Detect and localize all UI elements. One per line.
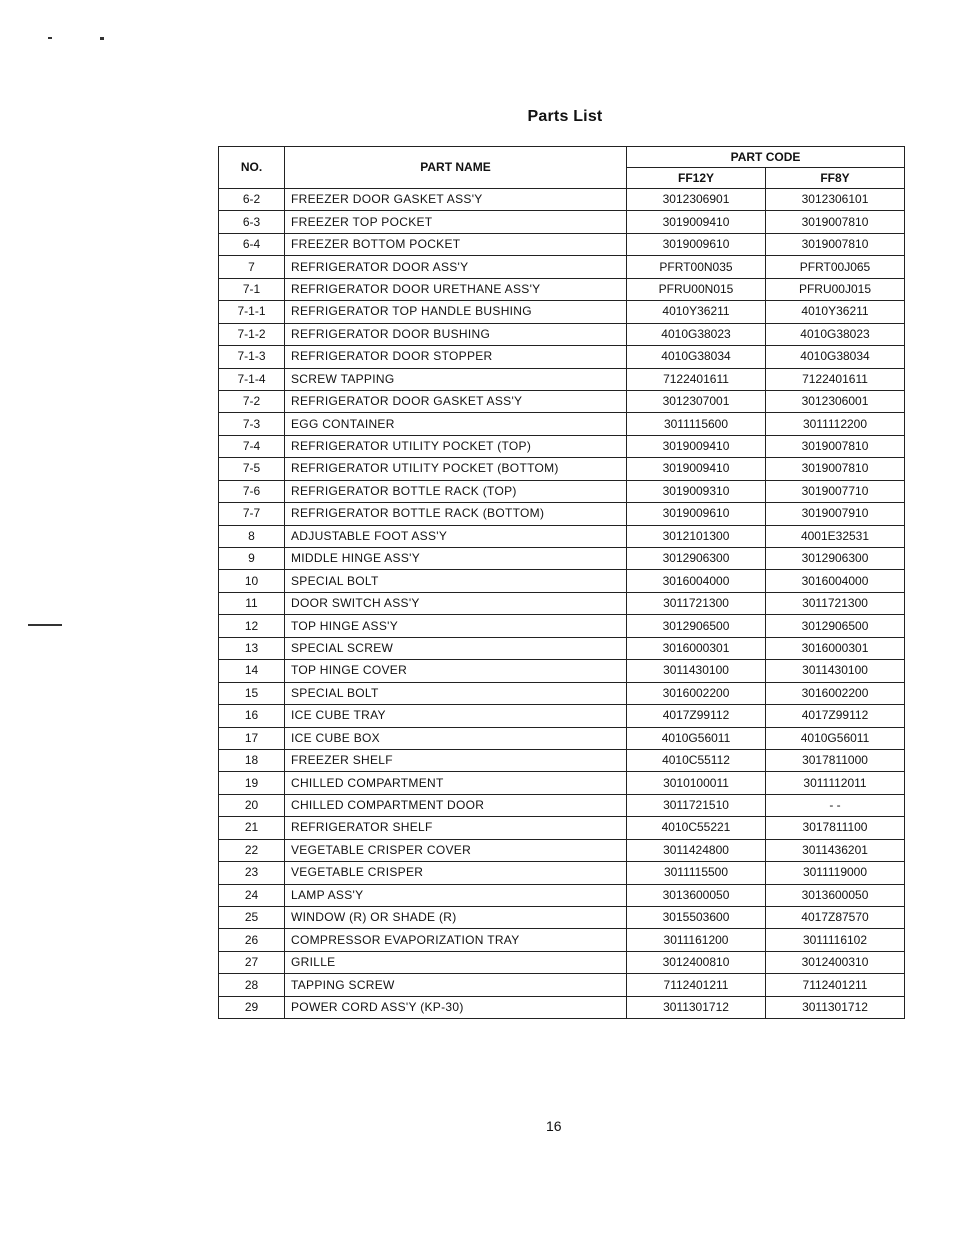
part-number-cell: 18 bbox=[219, 749, 285, 771]
part-name-cell: CHILLED COMPARTMENT DOOR bbox=[285, 794, 627, 816]
part-number-cell: 16 bbox=[219, 705, 285, 727]
part-number-cell: 17 bbox=[219, 727, 285, 749]
part-name-cell: REFRIGERATOR DOOR STOPPER bbox=[285, 346, 627, 368]
part-name-cell: TOP HINGE ASS'Y bbox=[285, 615, 627, 637]
part-number-cell: 7-5 bbox=[219, 458, 285, 480]
table-row bbox=[219, 794, 905, 816]
part-code-ff8y-cell: 3017811000 bbox=[766, 749, 905, 771]
part-number-cell: 12 bbox=[219, 615, 285, 637]
part-name-cell: REFRIGERATOR DOOR ASS'Y bbox=[285, 256, 627, 278]
part-name-cell: REFRIGERATOR DOOR GASKET ASS'Y bbox=[285, 390, 627, 412]
part-code-ff12y-cell: 3012400810 bbox=[627, 951, 766, 973]
part-number-cell: 7-1-4 bbox=[219, 368, 285, 390]
part-name-cell: REFRIGERATOR UTILITY POCKET (TOP) bbox=[285, 435, 627, 457]
part-code-ff12y-cell: 3012306901 bbox=[627, 189, 766, 211]
part-code-ff12y-cell: 3011430100 bbox=[627, 660, 766, 682]
part-name-cell: SPECIAL BOLT bbox=[285, 570, 627, 592]
part-name-cell: TAPPING SCREW bbox=[285, 974, 627, 996]
table-row bbox=[219, 772, 905, 794]
part-number-cell: 23 bbox=[219, 862, 285, 884]
part-code-ff8y-cell: 4010G56011 bbox=[766, 727, 905, 749]
table-row bbox=[219, 929, 905, 951]
table-row bbox=[219, 705, 905, 727]
part-number-cell: 7-7 bbox=[219, 503, 285, 525]
table-row bbox=[219, 615, 905, 637]
table-row bbox=[219, 413, 905, 435]
part-code-ff12y-cell: 4010G56011 bbox=[627, 727, 766, 749]
scan-speck bbox=[48, 37, 52, 39]
part-code-ff8y-cell: 3011301712 bbox=[766, 996, 905, 1018]
part-name-cell: SPECIAL SCREW bbox=[285, 637, 627, 659]
part-number-cell: 26 bbox=[219, 929, 285, 951]
table-row bbox=[219, 346, 905, 368]
table-row bbox=[219, 480, 905, 502]
part-name-cell: DOOR SWITCH ASS'Y bbox=[285, 592, 627, 614]
table-row bbox=[219, 839, 905, 861]
table-row bbox=[219, 951, 905, 973]
part-code-ff8y-cell: 3017811100 bbox=[766, 817, 905, 839]
part-code-ff12y-cell: PFRT00N035 bbox=[627, 256, 766, 278]
part-code-ff8y-cell: 4010G38023 bbox=[766, 323, 905, 345]
part-code-ff8y-cell: 7112401211 bbox=[766, 974, 905, 996]
part-name-cell: FREEZER DOOR GASKET ASS'Y bbox=[285, 189, 627, 211]
header-model-ff12y: FF12Y bbox=[627, 168, 766, 189]
part-code-ff12y-cell: 3012906300 bbox=[627, 548, 766, 570]
part-code-ff8y-cell: 3019007810 bbox=[766, 233, 905, 255]
part-code-ff12y-cell: 3016004000 bbox=[627, 570, 766, 592]
table-row bbox=[219, 458, 905, 480]
page-title: Parts List bbox=[527, 108, 603, 125]
scan-speck bbox=[100, 37, 104, 40]
table-row bbox=[219, 727, 905, 749]
part-name-cell: POWER CORD ASS'Y (KP-30) bbox=[285, 996, 627, 1018]
part-name-cell: GRILLE bbox=[285, 951, 627, 973]
part-name-cell: WINDOW (R) OR SHADE (R) bbox=[285, 907, 627, 929]
part-code-ff8y-cell: 3019007810 bbox=[766, 458, 905, 480]
table-row bbox=[219, 974, 905, 996]
part-number-cell: 22 bbox=[219, 839, 285, 861]
part-code-ff8y-cell: 3011436201 bbox=[766, 839, 905, 861]
table-row bbox=[219, 435, 905, 457]
table-row bbox=[219, 637, 905, 659]
part-number-cell: 6-4 bbox=[219, 233, 285, 255]
part-name-cell: REFRIGERATOR BOTTLE RACK (BOTTOM) bbox=[285, 503, 627, 525]
part-code-ff8y-cell: 3012306101 bbox=[766, 189, 905, 211]
part-number-cell: 7 bbox=[219, 256, 285, 278]
part-number-cell: 19 bbox=[219, 772, 285, 794]
part-code-ff8y-cell: 3019007810 bbox=[766, 435, 905, 457]
part-name-cell: MIDDLE HINGE ASS'Y bbox=[285, 548, 627, 570]
part-code-ff8y-cell: 4001E32531 bbox=[766, 525, 905, 547]
part-code-ff8y-cell: 3019007810 bbox=[766, 211, 905, 233]
part-code-ff12y-cell: 4010C55221 bbox=[627, 817, 766, 839]
part-name-cell: SPECIAL BOLT bbox=[285, 682, 627, 704]
part-code-ff12y-cell: 3011721510 bbox=[627, 794, 766, 816]
part-number-cell: 7-6 bbox=[219, 480, 285, 502]
part-code-ff8y-cell: 3019007910 bbox=[766, 503, 905, 525]
table-row bbox=[219, 503, 905, 525]
part-name-cell: REFRIGERATOR DOOR URETHANE ASS'Y bbox=[285, 278, 627, 300]
table-row bbox=[219, 256, 905, 278]
part-name-cell: LAMP ASS'Y bbox=[285, 884, 627, 906]
part-code-ff8y-cell: 3011112200 bbox=[766, 413, 905, 435]
part-number-cell: 6-2 bbox=[219, 189, 285, 211]
part-name-cell: ICE CUBE TRAY bbox=[285, 705, 627, 727]
part-code-ff8y-cell: 3016004000 bbox=[766, 570, 905, 592]
table-row bbox=[219, 817, 905, 839]
part-code-ff12y-cell: 4010Y36211 bbox=[627, 301, 766, 323]
part-code-ff8y-cell: 4017Z87570 bbox=[766, 907, 905, 929]
part-code-ff8y-cell: 3012306001 bbox=[766, 390, 905, 412]
part-name-cell: REFRIGERATOR TOP HANDLE BUSHING bbox=[285, 301, 627, 323]
part-code-ff12y-cell: 4010C55112 bbox=[627, 749, 766, 771]
part-number-cell: 24 bbox=[219, 884, 285, 906]
table-row bbox=[219, 570, 905, 592]
table-row bbox=[219, 749, 905, 771]
table-row bbox=[219, 323, 905, 345]
part-code-ff12y-cell: 3019009610 bbox=[627, 503, 766, 525]
parts-table-header bbox=[219, 147, 905, 189]
part-code-ff8y-cell: 3011112011 bbox=[766, 772, 905, 794]
part-code-ff8y-cell: PFRT00J065 bbox=[766, 256, 905, 278]
part-code-ff12y-cell: 4017Z99112 bbox=[627, 705, 766, 727]
part-code-ff12y-cell: PFRU00N015 bbox=[627, 278, 766, 300]
table-row bbox=[219, 884, 905, 906]
part-name-cell: REFRIGERATOR BOTTLE RACK (TOP) bbox=[285, 480, 627, 502]
part-code-ff12y-cell: 3019009410 bbox=[627, 211, 766, 233]
part-code-ff8y-cell: 7122401611 bbox=[766, 368, 905, 390]
part-code-ff8y-cell: 4017Z99112 bbox=[766, 705, 905, 727]
parts-table bbox=[218, 146, 905, 1019]
table-row bbox=[219, 301, 905, 323]
table-row bbox=[219, 278, 905, 300]
part-name-cell: CHILLED COMPARTMENT bbox=[285, 772, 627, 794]
part-name-cell: SCREW TAPPING bbox=[285, 368, 627, 390]
table-row bbox=[219, 211, 905, 233]
parts-table-body bbox=[219, 189, 905, 1019]
part-code-ff8y-cell: 3012906300 bbox=[766, 548, 905, 570]
part-number-cell: 6-3 bbox=[219, 211, 285, 233]
part-code-ff8y-cell: - - bbox=[766, 794, 905, 816]
scan-speck bbox=[28, 624, 62, 626]
part-code-ff12y-cell: 7122401611 bbox=[627, 368, 766, 390]
part-code-ff12y-cell: 3010100011 bbox=[627, 772, 766, 794]
part-code-ff8y-cell: 3011721300 bbox=[766, 592, 905, 614]
part-code-ff12y-cell: 3012101300 bbox=[627, 525, 766, 547]
table-row bbox=[219, 189, 905, 211]
part-number-cell: 15 bbox=[219, 682, 285, 704]
part-name-cell: REFRIGERATOR SHELF bbox=[285, 817, 627, 839]
part-code-ff12y-cell: 3011115500 bbox=[627, 862, 766, 884]
part-name-cell: ADJUSTABLE FOOT ASS'Y bbox=[285, 525, 627, 547]
part-number-cell: 7-1-3 bbox=[219, 346, 285, 368]
table-row bbox=[219, 862, 905, 884]
part-code-ff12y-cell: 4010G38034 bbox=[627, 346, 766, 368]
part-code-ff12y-cell: 3016002200 bbox=[627, 682, 766, 704]
part-number-cell: 27 bbox=[219, 951, 285, 973]
part-number-cell: 14 bbox=[219, 660, 285, 682]
part-code-ff12y-cell: 3019009410 bbox=[627, 458, 766, 480]
part-name-cell: TOP HINGE COVER bbox=[285, 660, 627, 682]
header-part-name: PART NAME bbox=[285, 147, 627, 189]
part-code-ff8y-cell: 4010Y36211 bbox=[766, 301, 905, 323]
part-code-ff8y-cell: 3011119000 bbox=[766, 862, 905, 884]
part-code-ff12y-cell: 7112401211 bbox=[627, 974, 766, 996]
part-code-ff8y-cell: PFRU00J015 bbox=[766, 278, 905, 300]
part-code-ff8y-cell: 4010G38034 bbox=[766, 346, 905, 368]
part-number-cell: 29 bbox=[219, 996, 285, 1018]
part-number-cell: 8 bbox=[219, 525, 285, 547]
part-number-cell: 7-4 bbox=[219, 435, 285, 457]
part-number-cell: 10 bbox=[219, 570, 285, 592]
part-code-ff12y-cell: 3011721300 bbox=[627, 592, 766, 614]
part-number-cell: 7-1 bbox=[219, 278, 285, 300]
part-name-cell: FREEZER TOP POCKET bbox=[285, 211, 627, 233]
part-code-ff8y-cell: 3019007710 bbox=[766, 480, 905, 502]
part-code-ff12y-cell: 3019009310 bbox=[627, 480, 766, 502]
part-code-ff8y-cell: 3011430100 bbox=[766, 660, 905, 682]
part-code-ff8y-cell: 3016000301 bbox=[766, 637, 905, 659]
part-number-cell: 13 bbox=[219, 637, 285, 659]
part-code-ff12y-cell: 3016000301 bbox=[627, 637, 766, 659]
part-number-cell: 21 bbox=[219, 817, 285, 839]
part-name-cell: REFRIGERATOR DOOR BUSHING bbox=[285, 323, 627, 345]
part-number-cell: 25 bbox=[219, 907, 285, 929]
part-code-ff8y-cell: 3012906500 bbox=[766, 615, 905, 637]
part-code-ff12y-cell: 3019009410 bbox=[627, 435, 766, 457]
page-number: 16 bbox=[546, 1118, 562, 1134]
part-number-cell: 11 bbox=[219, 592, 285, 614]
header-no: NO. bbox=[219, 147, 285, 189]
part-number-cell: 28 bbox=[219, 974, 285, 996]
part-name-cell: VEGETABLE CRISPER COVER bbox=[285, 839, 627, 861]
part-name-cell: EGG CONTAINER bbox=[285, 413, 627, 435]
part-code-ff12y-cell: 3013600050 bbox=[627, 884, 766, 906]
part-code-ff12y-cell: 3011115600 bbox=[627, 413, 766, 435]
part-code-ff12y-cell: 3012906500 bbox=[627, 615, 766, 637]
table-row bbox=[219, 390, 905, 412]
table-row bbox=[219, 907, 905, 929]
table-row bbox=[219, 592, 905, 614]
part-number-cell: 7-1-2 bbox=[219, 323, 285, 345]
part-name-cell: REFRIGERATOR UTILITY POCKET (BOTTOM) bbox=[285, 458, 627, 480]
part-code-ff12y-cell: 4010G38023 bbox=[627, 323, 766, 345]
part-code-ff12y-cell: 3011424800 bbox=[627, 839, 766, 861]
table-row bbox=[219, 548, 905, 570]
part-number-cell: 7-1-1 bbox=[219, 301, 285, 323]
table-row bbox=[219, 682, 905, 704]
table-row bbox=[219, 996, 905, 1018]
part-code-ff8y-cell: 3013600050 bbox=[766, 884, 905, 906]
table-row bbox=[219, 525, 905, 547]
part-name-cell: VEGETABLE CRISPER bbox=[285, 862, 627, 884]
part-name-cell: FREEZER BOTTOM POCKET bbox=[285, 233, 627, 255]
header-model-ff8y: FF8Y bbox=[766, 168, 905, 189]
part-number-cell: 20 bbox=[219, 794, 285, 816]
part-name-cell: ICE CUBE BOX bbox=[285, 727, 627, 749]
table-row bbox=[219, 660, 905, 682]
part-code-ff8y-cell: 3012400310 bbox=[766, 951, 905, 973]
part-code-ff12y-cell: 3019009610 bbox=[627, 233, 766, 255]
part-number-cell: 7-3 bbox=[219, 413, 285, 435]
part-number-cell: 9 bbox=[219, 548, 285, 570]
part-name-cell: COMPRESSOR EVAPORIZATION TRAY bbox=[285, 929, 627, 951]
part-code-ff8y-cell: 3016002200 bbox=[766, 682, 905, 704]
part-number-cell: 7-2 bbox=[219, 390, 285, 412]
part-code-ff12y-cell: 3011301712 bbox=[627, 996, 766, 1018]
part-code-ff12y-cell: 3015503600 bbox=[627, 907, 766, 929]
part-code-ff12y-cell: 3011161200 bbox=[627, 929, 766, 951]
table-row bbox=[219, 233, 905, 255]
part-name-cell: FREEZER SHELF bbox=[285, 749, 627, 771]
part-code-ff12y-cell: 3012307001 bbox=[627, 390, 766, 412]
part-code-ff8y-cell: 3011116102 bbox=[766, 929, 905, 951]
header-part-code: PART CODE bbox=[627, 147, 905, 168]
table-row bbox=[219, 368, 905, 390]
